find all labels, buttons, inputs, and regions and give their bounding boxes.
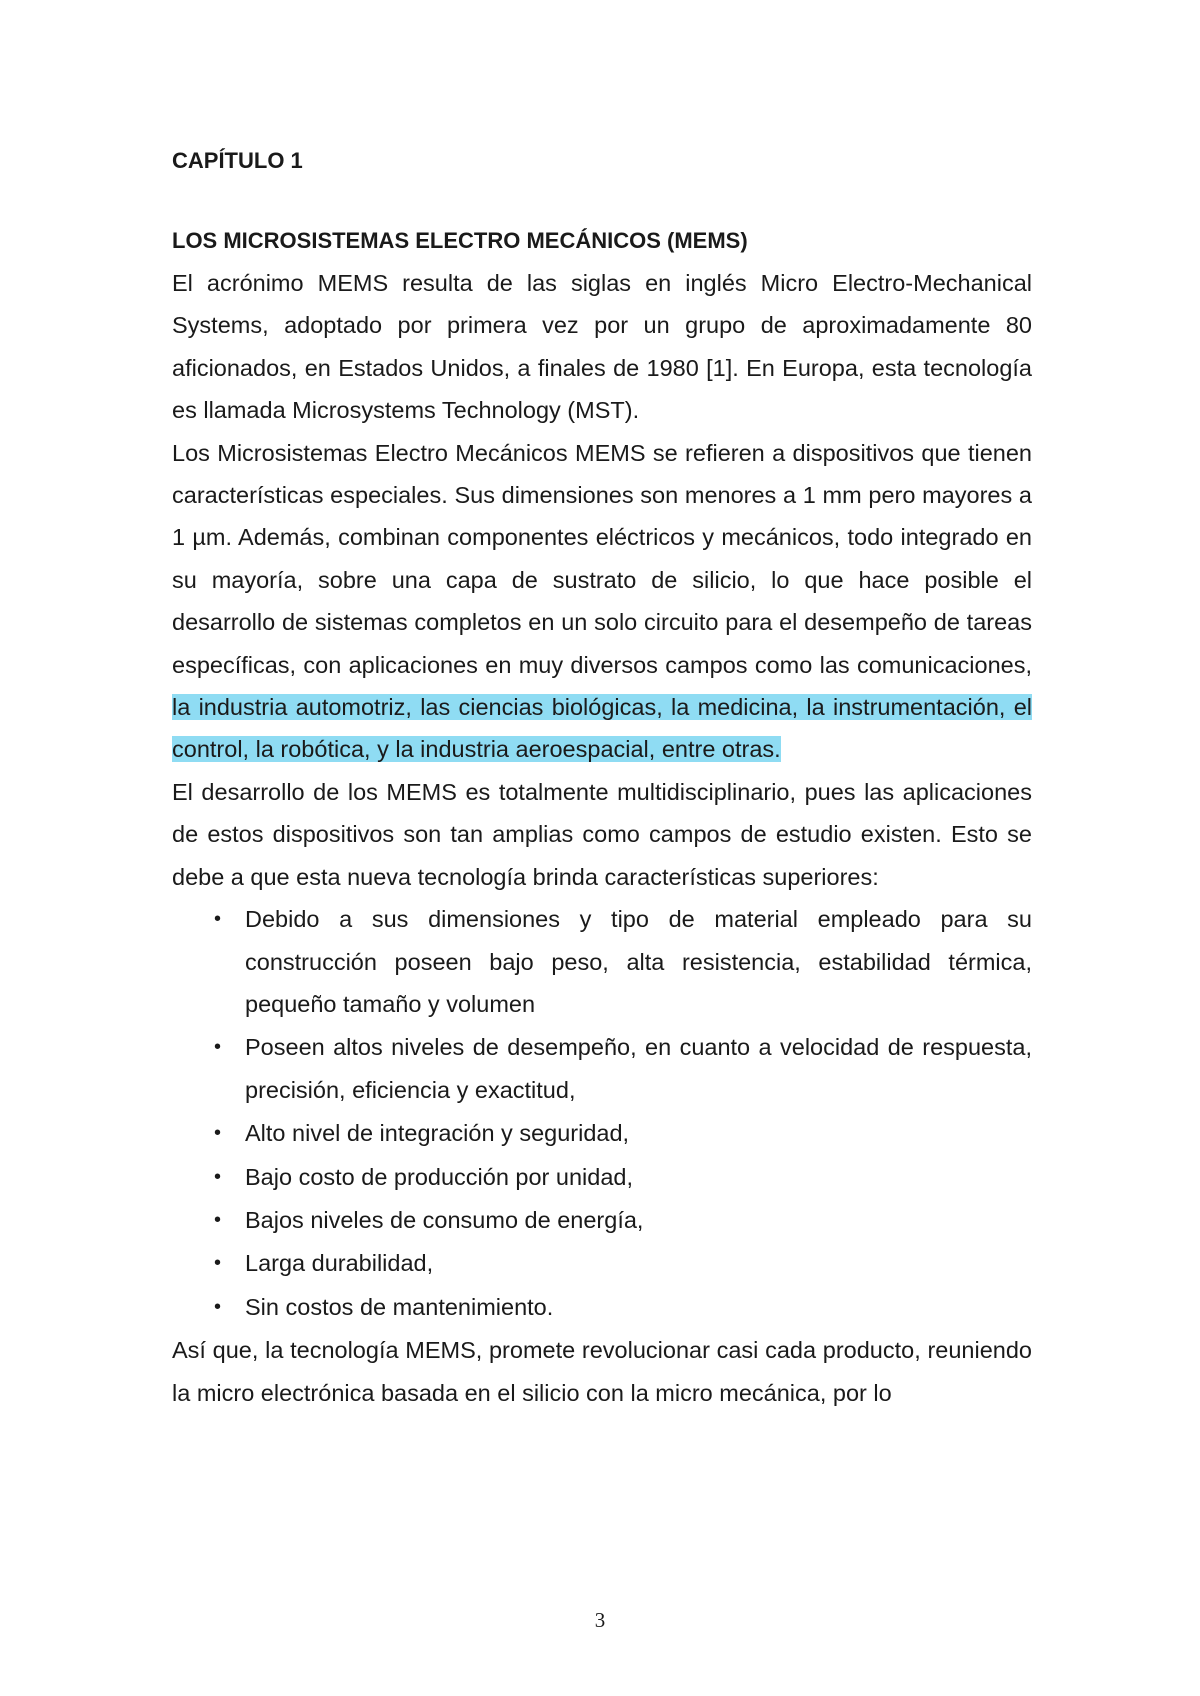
paragraph-definition-text: Los Microsistemas Electro Mecánicos MEMS se refieren a dispositivos que tienen características especiales. Sus dimensiones son menores a 1 mm pero mayores a 1 µm. Además, combinan componentes eléctricos y mecánicos, todo integrado en su mayoría, sobre una capa de sustrato de silicio, lo que hace posible el desarrollo de sistemas completos en un solo circuito para el desempeño de tareas específicas, con aplicaciones en muy diversos campos como las comunicaciones, (172, 439, 1032, 678)
bullet-icon: • (214, 1295, 222, 1318)
list-item-text: Sin costos de mantenimiento. (245, 1293, 554, 1320)
bullet-icon: • (214, 1122, 222, 1145)
page-content (172, 140, 1032, 1414)
list-item (172, 1242, 1032, 1284)
list-item-text: Bajo costo de producción por unidad, (245, 1163, 634, 1190)
list-item (172, 1112, 1032, 1154)
list-item (172, 1286, 1032, 1328)
bullet-icon: • (214, 1252, 222, 1275)
characteristics-list (172, 898, 1032, 1328)
paragraph-definition (172, 432, 1032, 771)
list-item-text: Poseen altos niveles de desempeño, en cuanto a velocidad de respuesta, precisión, eficiencia y exactitud, (245, 1034, 1032, 1103)
paragraph-multidisciplinary: El desarrollo de los MEMS es totalmente multidisciplinario, pues las aplicaciones de estos dispositivos son tan amplias como campos de estudio existen. Esto se debe a que esta nueva tecnología brinda características superiores: (172, 778, 1032, 890)
list-item (172, 1199, 1032, 1241)
page-number: 3 (594, 1608, 606, 1632)
list-item-text: Alto nivel de integración y seguridad, (245, 1120, 630, 1147)
list-item-text: Larga durabilidad, (245, 1250, 434, 1277)
bullet-icon: • (214, 1036, 222, 1059)
bullet-icon: • (214, 908, 222, 931)
list-item (172, 1156, 1032, 1198)
highlighted-text: la industria automotriz, las ciencias biológicas, la medicina, la instrumentación, el control, la robótica, y la industria aeroespacial, entre otras. (172, 694, 1032, 763)
bullet-icon: • (214, 1165, 222, 1188)
list-item (172, 1026, 1032, 1111)
bullet-icon: • (214, 1208, 222, 1231)
list-item-text: Bajos niveles de consumo de energía, (245, 1206, 644, 1233)
chapter-heading: CAPÍTULO 1 (172, 148, 303, 173)
paragraph-conclusion: Así que, la tecnología MEMS, promete revolucionar casi cada producto, reuniendo la micro electrónica basada en el silicio con la micro mecánica, por lo (172, 1337, 1032, 1406)
section-title: LOS MICROSISTEMAS ELECTRO MECÁNICOS (MEMS) (172, 228, 748, 253)
list-item (172, 898, 1032, 1025)
list-item-text: Debido a sus dimensiones y tipo de material empleado para su construcción poseen bajo peso, alta resistencia, estabilidad térmica, pequeño tamaño y volumen (245, 906, 1032, 1017)
paragraph-acronym: El acrónimo MEMS resulta de las siglas en inglés Micro Electro-Mechanical Systems, adoptado por primera vez por un grupo de aproximadamente 80 aficionados, en Estados Unidos, a finales de 1980 [1]. En Europa, esta tecnología es llamada Microsystems Technology (MST). (172, 270, 1032, 424)
